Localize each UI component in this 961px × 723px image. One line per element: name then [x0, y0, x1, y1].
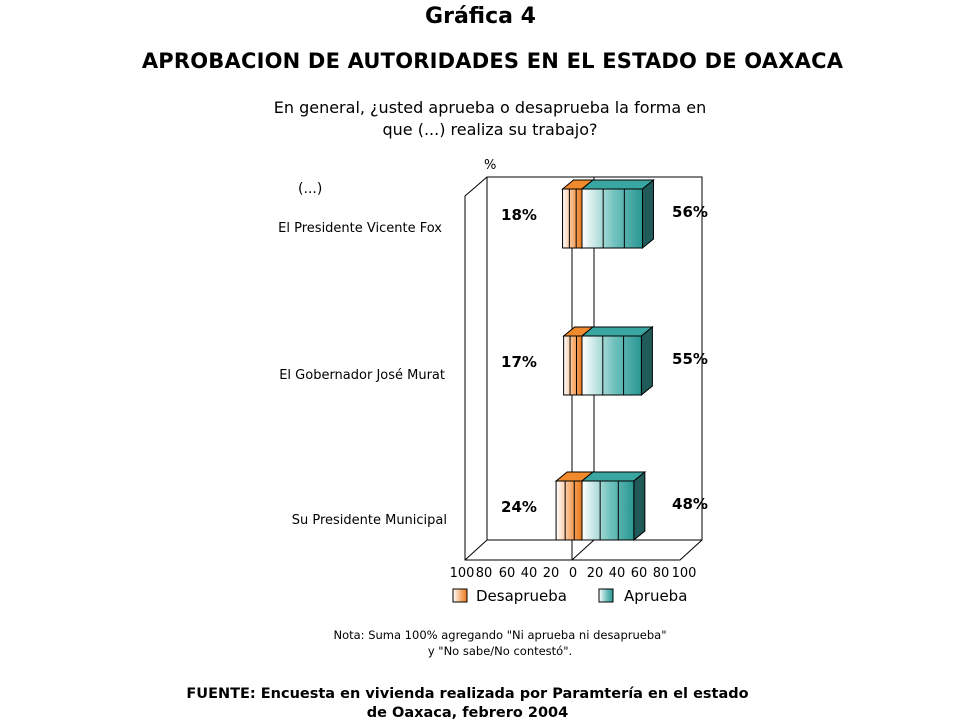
x-tick-label: 100: [449, 566, 475, 581]
chart-source: [160, 685, 775, 723]
x-tick-label: 80: [475, 566, 493, 581]
legend-swatch-aprueba: [599, 589, 613, 602]
x-tick-label: 20: [586, 566, 604, 581]
x-tick-label: 100: [671, 566, 697, 581]
data-label-desaprueba: 18%: [501, 206, 537, 224]
x-tick-label: 40: [520, 566, 538, 581]
x-tick-label: 80: [652, 566, 670, 581]
note-line-1: Nota: Suma 100% agregando "Ni aprueba ni desaprueba": [333, 628, 667, 642]
data-label-aprueba: 48%: [672, 495, 708, 513]
row-header: (...): [298, 181, 323, 197]
source-line-1: FUENTE: Encuesta en vivienda realizada por Paramtería en el estado: [186, 686, 749, 702]
x-tick-label: 0: [568, 566, 578, 581]
legend: [453, 587, 687, 605]
category-label: El Gobernador José Murat: [279, 368, 445, 383]
axis-unit-label: %: [484, 158, 497, 173]
data-label-aprueba: 55%: [672, 350, 708, 368]
x-tick-label: 20: [542, 566, 560, 581]
chart-note: [280, 627, 720, 659]
legend-swatch-desaprueba: [453, 589, 467, 602]
note-line-2: y "No sabe/No contestó".: [427, 644, 573, 658]
data-label-desaprueba: 24%: [501, 498, 537, 516]
chart-title: APROBACION DE AUTORIDADES EN EL ESTADO DE OAXACA: [141, 49, 844, 73]
x-tick-label: 60: [498, 566, 516, 581]
category-label: El Presidente Vicente Fox: [278, 221, 442, 236]
legend-label-aprueba: Aprueba: [624, 587, 688, 605]
question-line-2: que (...) realiza su trabajo?: [382, 120, 598, 139]
data-label-aprueba: 56%: [672, 203, 708, 221]
figure-label: Gráfica 4: [425, 4, 536, 29]
bar-aprueba: [582, 180, 653, 248]
bar-aprueba: [582, 472, 645, 540]
category-label: Su Presidente Municipal: [291, 513, 447, 528]
source-line-2: de Oaxaca, febrero 2004: [366, 705, 569, 721]
x-tick-label: 60: [630, 566, 648, 581]
data-label-desaprueba: 17%: [501, 353, 537, 371]
bar-aprueba: [582, 327, 652, 395]
x-tick-label: 40: [608, 566, 626, 581]
question-line-1: En general, ¿usted aprueba o desaprueba la forma en: [273, 98, 707, 117]
legend-label-desaprueba: Desaprueba: [476, 587, 567, 605]
